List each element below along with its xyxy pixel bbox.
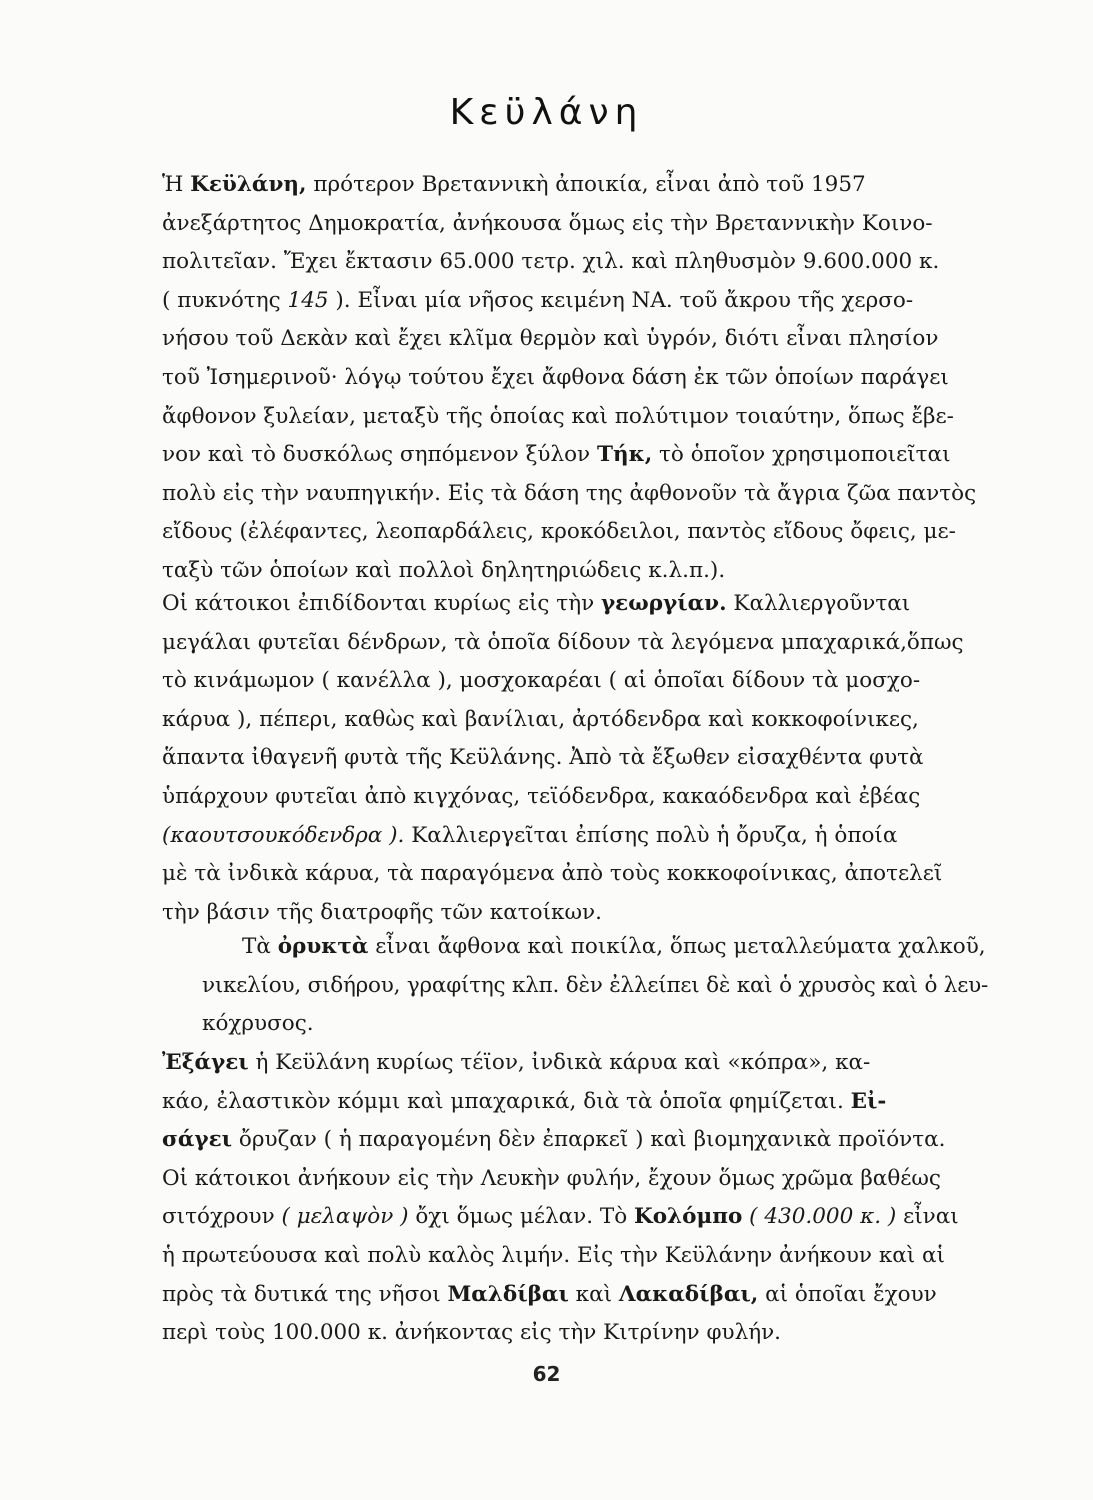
text-line: περὶ τοὺς 100.000 κ. ἀνήκοντας εἰς τὴν Κιτρίνην φυλήν. [162, 1320, 781, 1346]
italic-term: ( μελαψὸν ) [281, 1204, 409, 1230]
text-line: νήσου τοῦ Δεκὰν καὶ ἔχει κλῖμα θερμὸν καὶ ὑγρόν, διότι εἶναι πλησίον [162, 326, 939, 352]
text-run: εἶναι ἄφθονα καὶ ποικίλα, ὅπως μεταλλεύματα χαλκοῦ, [368, 934, 986, 959]
text-line [162, 1083, 988, 1122]
bold-term: ὀρυκτὰ [277, 934, 369, 959]
paragraph-agriculture [162, 585, 988, 932]
text-line: τὴν βάσιν τῆς διατροφῆς τῶν κατοίκων. [162, 899, 602, 925]
bold-term: Λακαδίβαι, [618, 1281, 759, 1307]
page-title: Κεϋλάνη [449, 92, 644, 133]
text-line: τοῦ Ἰσημερινοῦ· λόγῳ τούτου ἔχει ἄφθονα δάση ἐκ τῶν ὁποίων παράγει [162, 364, 949, 390]
paragraph-minerals [162, 928, 988, 1044]
text-run: αἱ ὁποῖαι ἔχουν [758, 1281, 937, 1307]
italic-value: ( 430.000 κ. ) [742, 1204, 897, 1230]
page-number: 62 [532, 1362, 561, 1386]
italic-value: 145 [287, 287, 329, 313]
text-line [162, 1276, 988, 1315]
text-run: εἶναι [896, 1204, 959, 1230]
text-line: ὑπάρχουν φυτεῖαι ἀπὸ κιγχόνας, τεϊόδενδρα, κακαόδενδρα καὶ ἐβέας [162, 783, 921, 809]
text-line: πολὺ εἰς τὴν ναυπηγικήν. Εἰς τὰ δάση της ἀφθονοῦν τὰ ἄγρια ζῶα παντὸς [162, 480, 977, 506]
text-run: κάο, ἐλαστικὸν κόμμι καὶ μπαχαρικά, διὰ τὰ ὁποῖα φημίζεται. [162, 1088, 851, 1114]
text-line: εἴδους (ἐλέφαντες, λεοπαρδάλεις, κροκόδειλοι, παντὸς εἴδους ὄφεις, με- [162, 519, 956, 545]
paragraph-exports [162, 1044, 988, 1353]
text-line: κάρυα ), πέπερι, καθὼς καὶ βανίλιαι, ἀρτόδενδρα καὶ κοκκοφοίνικες, [162, 706, 919, 732]
text-line: μεγάλαι φυτεῖαι δένδρων, τὰ ὁποῖα δίδουν τὰ λεγόμενα μπαχαρικά,ὅπως [162, 629, 964, 655]
text-line: ἅπαντα ἰθαγενῆ φυτὰ τῆς Κεϋλάνης. Ἀπὸ τὰ ἔξωθεν εἰσαχθέντα φυτὰ [162, 745, 924, 771]
text-line: τὸ κινάμωμον ( κανέλλα ), μοσχοκαρέαι ( αἱ ὁποῖαι δίδουν τὰ μοσχο- [162, 668, 921, 694]
text-line [162, 817, 988, 856]
bold-term: γεωργίαν. [600, 591, 727, 616]
bold-term: Μαλδίβαι [447, 1281, 569, 1307]
bold-term: Κολόμπο [634, 1204, 743, 1230]
bold-term: Εἰ- [850, 1088, 887, 1114]
text-line [162, 928, 988, 967]
text-line: Οἱ κάτοικοι ἀνήκουν εἰς τὴν Λευκὴν φυλήν, ἔχουν ὅμως χρῶμα βαθέως [162, 1165, 941, 1191]
text-line: ἄφθονον ξυλείαν, μεταξὺ τῆς ὁποίας καὶ πολύτιμον τοιαύτην, ὅπως ἔβε- [162, 403, 954, 429]
text-run: τὸ ὁποῖον χρησιμοποιεῖται [652, 442, 951, 468]
text-run: ἡ Κεϋλάνη κυρίως τέϊον, ἰνδικὰ κάρυα καὶ «κόπρα», κα- [248, 1050, 871, 1075]
text-line [162, 166, 988, 205]
text-run: Καλλιεργεῖται ἐπίσης πολὺ ἡ ὄρυζα, ἡ ὁποία [404, 822, 898, 848]
text-run: ὄχι ὅμως μέλαν. Τὸ [408, 1204, 635, 1230]
text-run: νον καὶ τὸ δυσκόλως σηπόμενον ξύλον [162, 442, 597, 468]
bold-term: Τήκ, [596, 442, 653, 468]
text-run: πρὸς τὰ δυτικά της νῆσοι [162, 1281, 448, 1307]
bold-term: Κεϋλάνη, [190, 172, 307, 197]
text-run: Καλλιεργοῦνται [726, 591, 911, 616]
text-run: Οἱ κάτοικοι ἐπιδίδονται κυρίως εἰς τὴν [162, 591, 601, 616]
text-run: ( πυκνότης [162, 287, 288, 313]
text-run: Τὰ [242, 934, 278, 959]
italic-term: (καουτσουκόδενδρα ). [162, 822, 405, 848]
text-line: πολιτεῖαν. Ἔχει ἔκτασιν 65.000 τετρ. χιλ. καὶ πληθυσμὸν 9.600.000 κ. [162, 249, 940, 275]
text-line: ἀνεξάρτητος Δημοκρατία, ἀνήκουσα ὅμως εἰς τὴν Βρεταννικὴν Κοινο- [162, 210, 933, 236]
text-line: ταξὺ τῶν ὁποίων καὶ πολλοὶ δηλητηριώδεις κ.λ.π.). [162, 557, 726, 583]
text-line [162, 436, 988, 475]
text-run: καὶ [568, 1281, 619, 1307]
text-run: ὄρυζαν ( ἡ παραγομένη δὲν ἐπαρκεῖ ) καὶ βιομηχανικὰ προϊόντα. [232, 1127, 946, 1153]
text-line: μὲ τὰ ἰνδικὰ κάρυα, τὰ παραγόμενα ἀπὸ τοὺς κοκκοφοίνικας, ἀποτελεῖ [162, 861, 943, 887]
text-line [162, 1198, 988, 1237]
text-line: κόχρυσος. [202, 1011, 314, 1037]
text-line [162, 282, 988, 321]
text-line [162, 1044, 988, 1083]
text-run: Ἡ [162, 172, 191, 197]
text-line [162, 1121, 988, 1160]
bold-term: Ἐξάγει [162, 1050, 249, 1075]
text-line [162, 585, 988, 624]
text-run: σιτόχρουν [162, 1204, 282, 1230]
bold-term: σάγει [162, 1127, 233, 1153]
text-run: ). Εἶναι μία νῆσος κειμένη ΝΑ. τοῦ ἄκρου τῆς χερσο- [328, 287, 914, 313]
text-run: πρότερον Βρεταννικὴ ἀποικία, εἶναι ἀπὸ τοῦ 1957 [306, 172, 866, 197]
paragraph-intro [162, 166, 988, 591]
text-line: ἡ πρωτεύουσα καὶ πολὺ καλὸς λιμήν. Εἰς τὴν Κεϋλάνην ἀνήκουν καὶ αἱ [162, 1242, 945, 1268]
text-line: νικελίου, σιδήρου, γραφίτης κλπ. δὲν ἐλλείπει δὲ καὶ ὁ χρυσὸς καὶ ὁ λευ- [202, 972, 988, 998]
